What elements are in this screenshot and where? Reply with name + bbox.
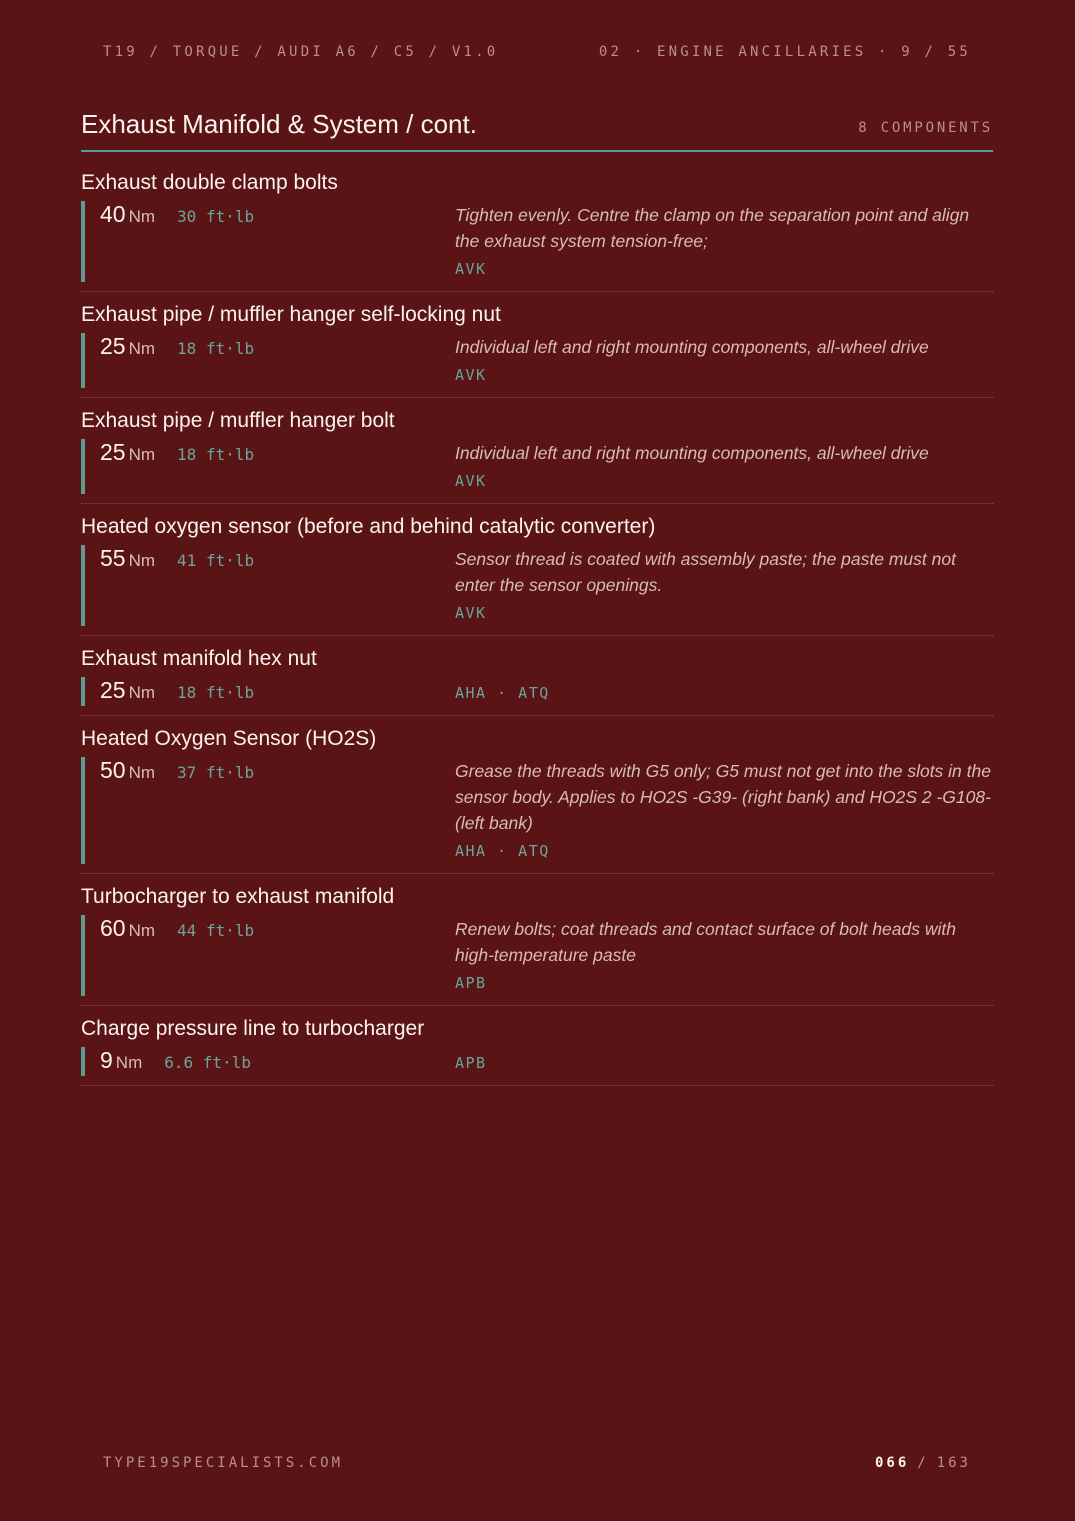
component-item bbox=[81, 644, 993, 716]
component-item bbox=[81, 882, 993, 1006]
torque-ftlb-value: 18 ft·lb bbox=[177, 339, 255, 358]
torque-nm-value: 55 bbox=[100, 545, 126, 571]
engine-codes: AVK bbox=[455, 260, 487, 278]
component-note: Tighten evenly. Centre the clamp on the separation point and align the exhaust system tension-free; bbox=[455, 205, 970, 251]
page-separator: / bbox=[917, 1455, 929, 1471]
torque-nm-value: 25 bbox=[100, 333, 126, 359]
torque-values bbox=[100, 915, 455, 943]
component-item bbox=[81, 724, 993, 874]
torque-values bbox=[100, 333, 455, 361]
component-name: Exhaust manifold hex nut bbox=[81, 647, 317, 670]
site-name: TYPE19SPECIALISTS.COM bbox=[103, 1455, 344, 1471]
engine-codes: AVK bbox=[455, 604, 487, 622]
component-spec bbox=[81, 545, 993, 626]
torque-nm-unit: Nm bbox=[115, 1053, 143, 1072]
torque-nm-unit: Nm bbox=[128, 683, 156, 702]
component-name: Heated oxygen sensor (before and behind catalytic converter) bbox=[81, 515, 656, 538]
torque-values bbox=[100, 677, 455, 705]
component-list bbox=[81, 168, 993, 1094]
torque-nm-value: 40 bbox=[100, 201, 126, 227]
component-spec bbox=[81, 439, 993, 494]
page-number bbox=[875, 1455, 971, 1471]
torque-values bbox=[100, 757, 455, 785]
component-note: Grease the threads with G5 only; G5 must not get into the slots in the sensor body. Applies to HO2S -G39- (right bank) and HO2S 2 -G108- (left bank) bbox=[455, 761, 991, 833]
component-spec bbox=[81, 333, 993, 388]
component-info bbox=[455, 545, 993, 626]
component-info bbox=[455, 439, 993, 494]
component-info bbox=[455, 333, 993, 388]
component-info bbox=[455, 757, 993, 864]
page-current: 066 bbox=[874, 1455, 910, 1471]
component-note: Individual left and right mounting components, all-wheel drive bbox=[455, 337, 929, 357]
component-name: Charge pressure line to turbocharger bbox=[81, 1017, 425, 1040]
torque-nm-unit: Nm bbox=[128, 207, 156, 226]
engine-codes: AHA · ATQ bbox=[455, 842, 550, 860]
component-name: Heated Oxygen Sensor (HO2S) bbox=[81, 727, 377, 750]
torque-nm-value: 9 bbox=[100, 1047, 113, 1073]
page-footer bbox=[103, 1455, 971, 1471]
component-item bbox=[81, 300, 993, 398]
torque-values bbox=[100, 545, 455, 573]
component-item bbox=[81, 512, 993, 636]
engine-codes: AHA · ATQ bbox=[455, 684, 550, 702]
torque-values bbox=[100, 1047, 455, 1075]
component-info bbox=[455, 1047, 993, 1076]
component-note: Individual left and right mounting components, all-wheel drive bbox=[455, 443, 929, 463]
torque-ftlb-value: 6.6 ft·lb bbox=[164, 1053, 251, 1072]
component-spec bbox=[81, 677, 993, 706]
page-total: 163 bbox=[936, 1455, 971, 1471]
engine-codes: AVK bbox=[455, 472, 487, 490]
engine-codes: APB bbox=[455, 974, 487, 992]
component-spec bbox=[81, 201, 993, 282]
breadcrumb: T19 / TORQUE / AUDI A6 / C5 / V1.0 bbox=[103, 44, 499, 60]
torque-nm-value: 60 bbox=[100, 915, 126, 941]
running-header bbox=[103, 44, 971, 60]
section-reference: 02 · ENGINE ANCILLARIES · 9 / 55 bbox=[598, 44, 971, 60]
torque-ftlb-value: 30 ft·lb bbox=[177, 207, 255, 226]
component-name: Exhaust pipe / muffler hanger self-locking nut bbox=[81, 303, 501, 326]
torque-nm-value: 25 bbox=[100, 439, 126, 465]
section-title: Exhaust Manifold & System / cont. bbox=[81, 109, 477, 139]
component-item bbox=[81, 406, 993, 504]
torque-values bbox=[100, 439, 455, 467]
torque-ftlb-value: 37 ft·lb bbox=[177, 763, 255, 782]
component-item bbox=[81, 168, 993, 292]
component-note: Renew bolts; coat threads and contact surface of bolt heads with high-temperature paste bbox=[455, 919, 956, 965]
torque-nm-unit: Nm bbox=[128, 551, 156, 570]
torque-ftlb-value: 18 ft·lb bbox=[177, 683, 255, 702]
component-info bbox=[455, 201, 993, 282]
component-info bbox=[455, 915, 993, 996]
component-spec bbox=[81, 915, 993, 996]
torque-ftlb-value: 41 ft·lb bbox=[177, 551, 255, 570]
component-info bbox=[455, 677, 993, 706]
torque-nm-unit: Nm bbox=[128, 763, 156, 782]
torque-values bbox=[100, 201, 455, 229]
torque-nm-unit: Nm bbox=[128, 921, 156, 940]
section-header bbox=[81, 106, 993, 152]
component-note: Sensor thread is coated with assembly paste; the paste must not enter the sensor openings. bbox=[455, 549, 956, 595]
torque-nm-value: 25 bbox=[100, 677, 126, 703]
component-name: Turbocharger to exhaust manifold bbox=[81, 885, 395, 908]
component-item bbox=[81, 1014, 993, 1086]
torque-ftlb-value: 44 ft·lb bbox=[177, 921, 255, 940]
component-spec bbox=[81, 1047, 993, 1076]
component-spec bbox=[81, 757, 993, 864]
engine-codes: AVK bbox=[455, 366, 487, 384]
component-name: Exhaust double clamp bolts bbox=[81, 171, 338, 194]
component-name: Exhaust pipe / muffler hanger bolt bbox=[81, 409, 395, 432]
torque-ftlb-value: 18 ft·lb bbox=[177, 445, 255, 464]
component-count: 8 COMPONENTS bbox=[858, 120, 993, 136]
torque-nm-value: 50 bbox=[100, 757, 126, 783]
engine-codes: APB bbox=[455, 1054, 487, 1072]
torque-nm-unit: Nm bbox=[128, 339, 156, 358]
torque-nm-unit: Nm bbox=[128, 445, 156, 464]
